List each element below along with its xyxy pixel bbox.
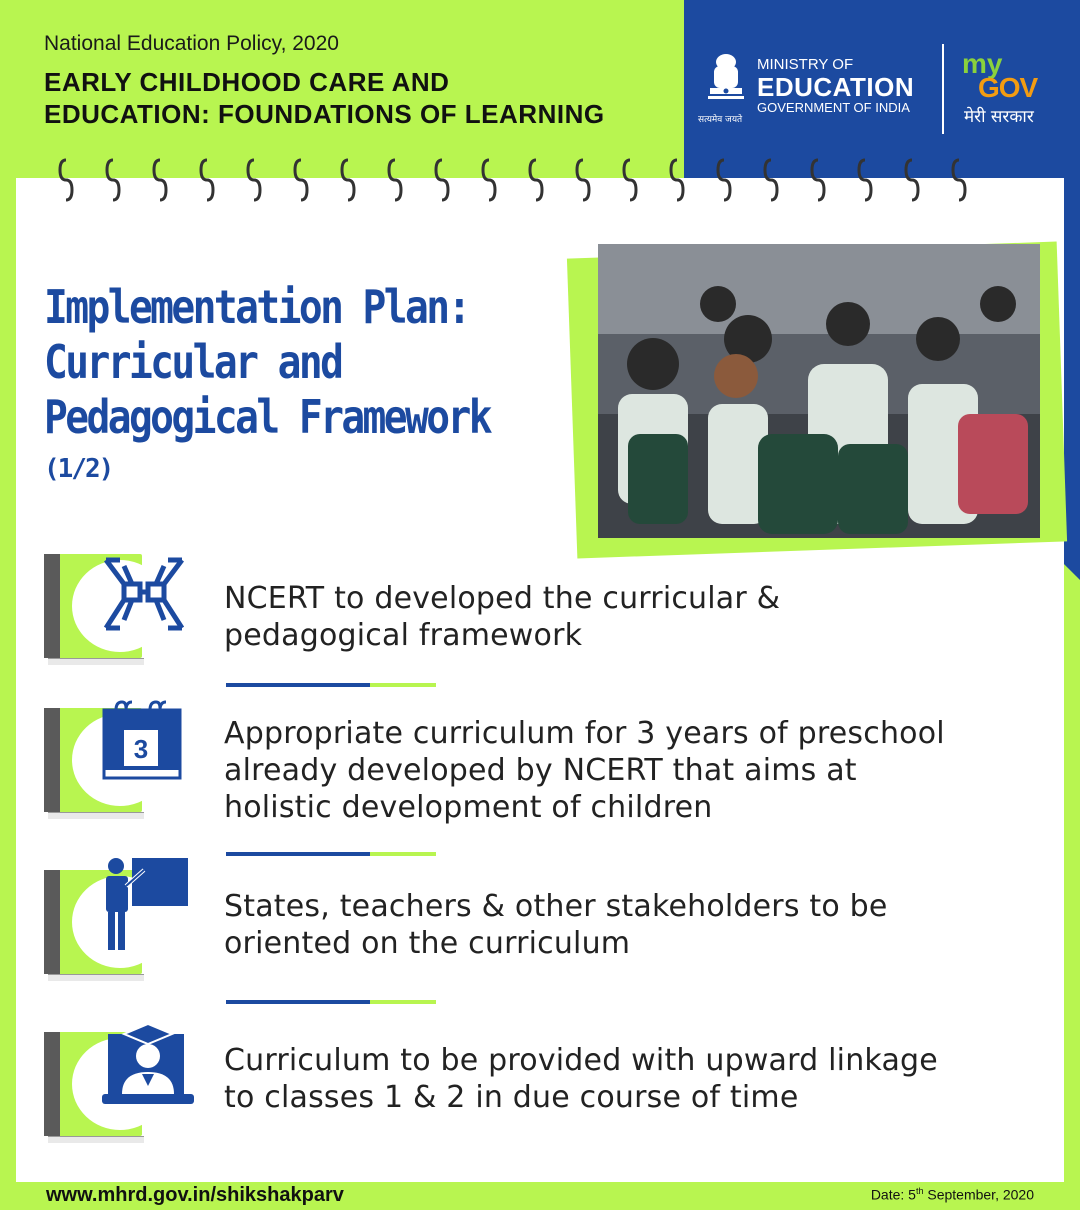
mygov-logo-my: my — [962, 48, 1003, 79]
title-line3: Pedagogical Framework — [44, 390, 490, 444]
page-title — [44, 280, 490, 445]
date-sup: th — [915, 1186, 924, 1196]
title-line1: Implementation Plan: — [44, 280, 469, 334]
item3-line2: oriented on the curriculum — [224, 926, 631, 961]
part-indicator: (1/2) — [44, 454, 113, 484]
item1-line1: NCERT to developed the curricular & — [224, 581, 781, 616]
calendar-icon — [102, 700, 184, 780]
mygov-logo-tagline: मेरी सरकार — [964, 107, 1034, 127]
book-pages — [48, 974, 144, 981]
logo-divider — [942, 44, 944, 134]
book-pages — [48, 812, 144, 819]
item4-line2: to classes 1 & 2 in due course of time — [224, 1080, 799, 1115]
item4-line1: Curriculum to be provided with upward linkage — [224, 1043, 938, 1078]
item-separator — [226, 852, 436, 856]
emblem-caption: सत्यमेव जयते — [698, 115, 743, 125]
mygov-logo-gov: GOV — [978, 72, 1038, 103]
book-spine — [44, 1032, 60, 1136]
separator-blue — [226, 852, 370, 856]
list-item-text — [224, 715, 1024, 826]
ministry-line2: EDUCATION — [757, 72, 915, 102]
item2-line3: holistic development of children — [224, 790, 713, 825]
footer-url: www.mhrd.gov.in/shikshakparv — [46, 1184, 344, 1206]
book-spine — [44, 870, 60, 974]
teacher-board-icon — [102, 856, 192, 952]
separator-green — [370, 852, 436, 856]
policy-label: National Education Policy, 2020 — [44, 32, 339, 55]
header-title-line1: EARLY CHILDHOOD CARE AND — [44, 67, 450, 97]
book-spine — [44, 554, 60, 658]
separator-green — [370, 683, 436, 687]
graduate-laptop-icon — [102, 1024, 194, 1108]
header-title-line2: EDUCATION: FOUNDATIONS OF LEARNING — [44, 99, 605, 129]
separator-green — [370, 1000, 436, 1004]
book-pages — [48, 658, 144, 665]
book-pages — [48, 1136, 144, 1143]
list-item-text — [224, 580, 1024, 654]
item1-line2: pedagogical framework — [224, 618, 583, 653]
ministry-line3: GOVERNMENT OF INDIA — [757, 100, 910, 115]
item2-line2: already developed by NCERT that aims at — [224, 753, 857, 788]
list-item-text — [224, 888, 1024, 962]
spiral-binding — [58, 156, 998, 202]
page-header-title — [44, 66, 605, 130]
date-suffix: September, 2020 — [923, 1186, 1034, 1203]
separator-blue — [226, 1000, 370, 1004]
separator-blue — [226, 683, 370, 687]
ministry-line1: MINISTRY OF — [757, 56, 854, 73]
item3-line1: States, teachers & other stakeholders to be — [224, 889, 888, 924]
date-prefix: Date: 5 — [870, 1186, 916, 1203]
children-photo — [598, 244, 1040, 538]
calendar-number: 3 — [133, 734, 149, 764]
national-emblem-icon — [702, 52, 750, 116]
book-spine — [44, 708, 60, 812]
network-icon — [102, 556, 184, 636]
item2-line1: Appropriate curriculum for 3 years of preschool — [224, 716, 945, 751]
footer-date — [871, 1186, 1034, 1203]
item-separator — [226, 1000, 436, 1004]
list-item-text — [224, 1042, 1024, 1116]
title-line2: Curricular and — [44, 335, 342, 389]
item-separator — [226, 683, 436, 687]
